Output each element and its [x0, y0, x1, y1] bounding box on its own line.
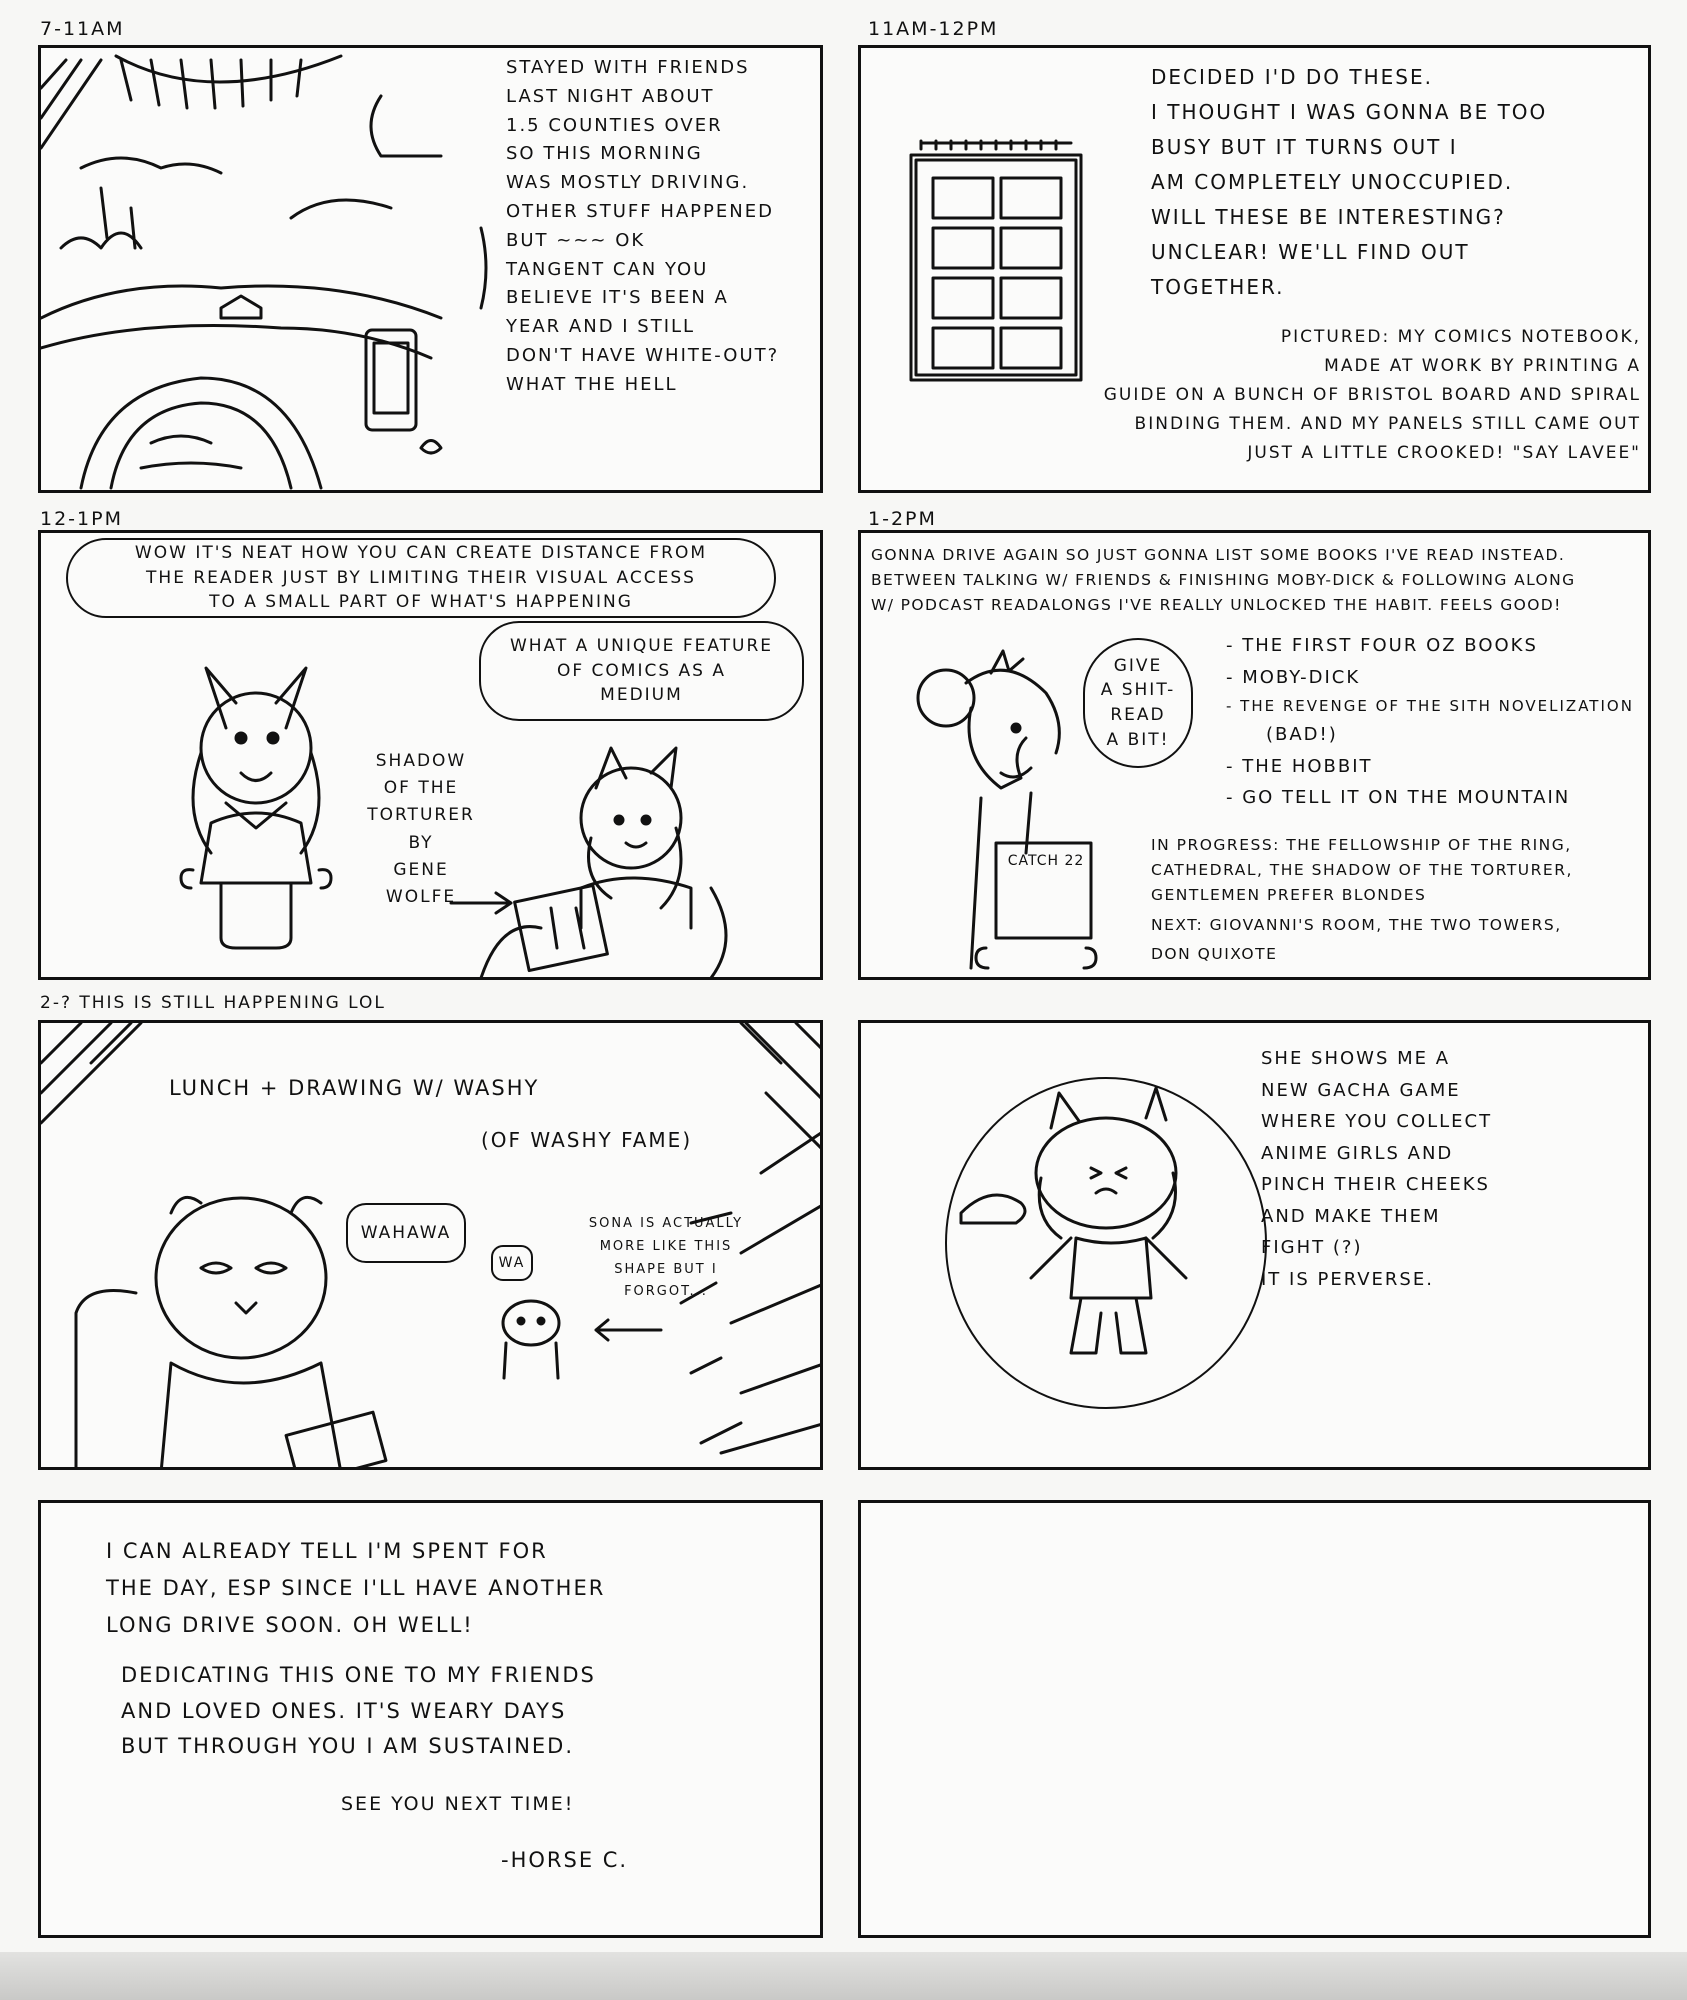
- book-title-note: SHADOW OF THE TORTURER BY GENE WOLFE: [367, 751, 475, 907]
- panel-8-empty: [858, 1500, 1651, 1938]
- panel-5-subtitle: (OF WASHY FAME): [481, 1128, 693, 1152]
- books-read-list: [1226, 630, 1646, 814]
- mouse-character-drawing: [881, 643, 1101, 973]
- panel-2-time-label: 11AM-12PM: [868, 18, 999, 40]
- panel-4-time-label: 1-2PM: [868, 508, 937, 530]
- character-right-drawing: [481, 728, 751, 980]
- panel-7-text-1: I CAN ALREADY TELL I'M SPENT FOR THE DAY, ESP SINCE I'LL HAVE ANOTHER LONG DRIVE SOON. OH WELL!: [106, 1539, 606, 1637]
- panel-4-intro: GONNA DRIVE AGAIN SO JUST GONNA LIST SOME BOOKS I'VE READ INSTEAD. BETWEEN TALKING W/ FRIENDS & FINISHING MOBY-DICK & FOLLOWING ALONG W/ PODCAST READALONGS I'VE REALLY UNLOCKED THE HABIT. FEELS GOOD!: [871, 546, 1576, 614]
- panel-3-time-label: 12-1PM: [40, 508, 123, 530]
- sona-drawing: [491, 1293, 571, 1383]
- panel-1-time-label: 7-11AM: [40, 18, 125, 40]
- book-item: - GO TELL IT ON THE MOUNTAIN: [1226, 787, 1571, 809]
- panel-1-narration: STAYED WITH FRIENDS LAST NIGHT ABOUT 1.5 COUNTIES OVER SO THIS MORNING WAS MOSTLY DRIVING. OTHER STUFF HAPPENED BUT ~~~ OK TANGENT CAN YOU BELIEVE IT'S BEEN A YEAR AND I STILL DON'T HAVE WHITE-OUT? WHAT THE HELL: [506, 57, 780, 395]
- panel-6-gacha: [858, 1020, 1651, 1470]
- arrow-to-sona: [586, 1315, 666, 1345]
- panel-2-notebook: [858, 45, 1651, 493]
- panel-6-narration: SHE SHOWS ME A NEW GACHA GAME WHERE YOU COLLECT ANIME GIRLS AND PINCH THEIR CHEEKS AND MAKE THEM FIGHT (?) IT IS PERVERSE.: [1261, 1048, 1493, 1290]
- panel-2-narration: DECIDED I'D DO THESE. I THOUGHT I WAS GONNA BE TOO BUSY BUT IT TURNS OUT I AM COMPLETELY UNOCCUPIED. WILL THESE BE INTERESTING? UNCLEAR! WE'LL FIND OUT TOGETHER.: [1151, 65, 1548, 299]
- car-dashboard-drawing: [41, 48, 511, 488]
- panel-1-driving: [38, 45, 823, 493]
- book-item: - THE HOBBIT: [1226, 755, 1373, 777]
- wahawa-bubble: WAHAWA: [346, 1203, 466, 1263]
- panel-5-title: LUNCH + DRAWING W/ WASHY: [169, 1076, 540, 1100]
- book-item: - THE REVENGE OF THE SITH NOVELIZATION: [1226, 697, 1634, 715]
- speech-bubble-2: WHAT A UNIQUE FEATURE OF COMICS AS A MEDIUM: [479, 621, 804, 721]
- speech-bubble-1: WOW IT'S NEAT HOW YOU CAN CREATE DISTANCE FROM THE READER JUST BY LIMITING THEIR VISUAL ACCESS TO A SMALL PART OF WHAT'S HAPPENING: [66, 538, 776, 618]
- page-bottom-shadow: [0, 1952, 1687, 2000]
- panel-7-signoff: SEE YOU NEXT TIME!: [341, 1793, 575, 1815]
- books-next: NEXT: GIOVANNI'S ROOM, THE TWO TOWERS, DON QUIXOTE: [1151, 916, 1562, 964]
- panel-5-time-label: 2-? THIS IS STILL HAPPENING LOL: [40, 993, 386, 1013]
- book-item: - THE FIRST FOUR OZ BOOKS: [1226, 635, 1538, 656]
- books-in-progress: IN PROGRESS: THE FELLOWSHIP OF THE RING, CATHEDRAL, THE SHADOW OF THE TORTURER, GENTLEMEN PREFER BLONDES: [1151, 836, 1573, 904]
- give-a-shit-bubble: GIVE A SHIT- READ A BIT!: [1083, 638, 1193, 768]
- gacha-circle-drawing: [941, 1073, 1271, 1413]
- panel-5-lunch: [38, 1020, 823, 1470]
- held-book-label: CATCH 22: [1007, 853, 1085, 869]
- panel-7-text-2: DEDICATING THIS ONE TO MY FRIENDS AND LOVED ONES. IT'S WEARY DAYS BUT THROUGH YOU I AM SUSTAINED.: [121, 1663, 596, 1759]
- character-left-drawing: [171, 653, 341, 953]
- wa-bubble: WA: [491, 1245, 533, 1281]
- sona-note: SONA IS ACTUALLY MORE LIKE THIS SHAPE BUT I FORGOT...: [588, 1216, 744, 1300]
- panel-7-signature: -HORSE C.: [501, 1848, 629, 1872]
- panel-2-caption: PICTURED: MY COMICS NOTEBOOK, MADE AT WORK BY PRINTING A GUIDE ON A BUNCH OF BRISTOL BOARD AND SPIRAL BINDING THEM. AND MY PANELS STILL CAME OUT JUST A LITTLE CROOKED! "SAY LAVEE": [1103, 327, 1641, 463]
- panel-4-books: [858, 530, 1651, 980]
- panel-7-closing: [38, 1500, 823, 1938]
- washy-drawing: [61, 1183, 381, 1470]
- book-item: (BAD!): [1266, 724, 1338, 746]
- panel-3-reading: [38, 530, 823, 980]
- book-item: - MOBY-DICK: [1226, 666, 1361, 688]
